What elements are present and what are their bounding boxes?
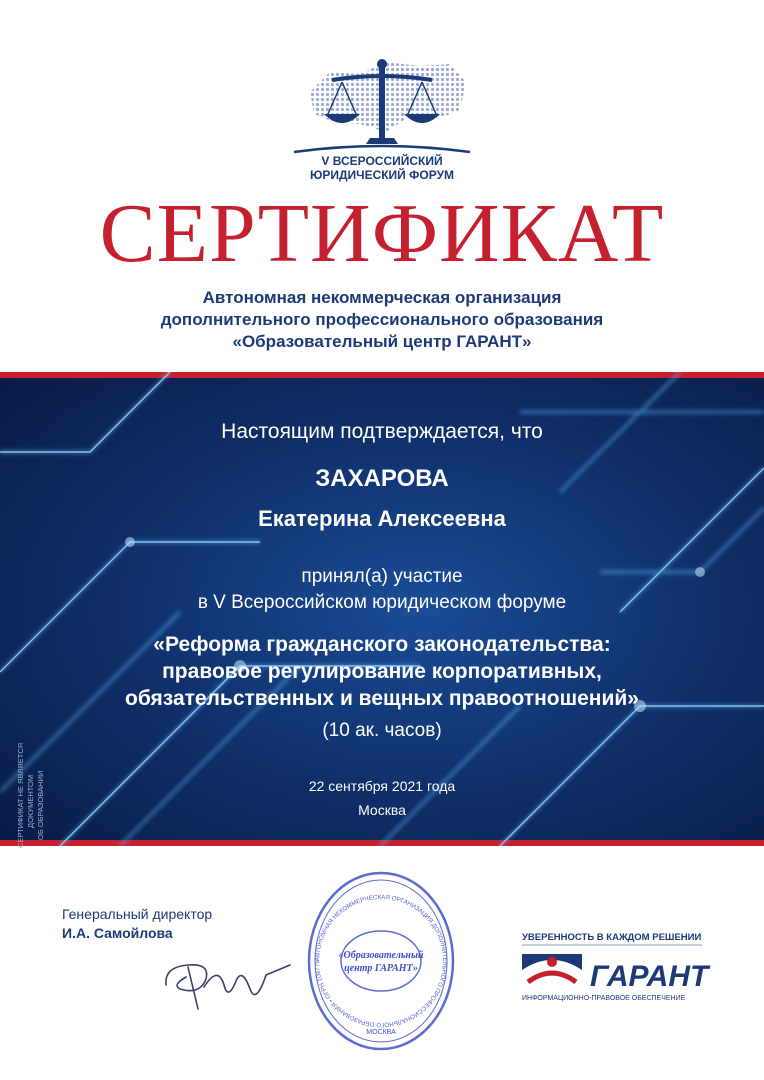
- organization-line3: «Образовательный центр ГАРАНТ»: [232, 332, 532, 351]
- city-text: Москва: [358, 802, 406, 818]
- stamp-inner-line1: «Образовательный: [338, 950, 424, 961]
- organization-stamp: [306, 868, 456, 1054]
- topic-line2: правовое регулирование корпоративных,: [162, 660, 602, 683]
- garant-subtitle: ИНФОРМАЦИОННО-ПРАВОВОЕ ОБЕСПЕЧЕНИЕ: [522, 995, 686, 1002]
- topic-line3: обязательственных и вещных правоотношений»: [125, 687, 639, 710]
- recipient-given-names: Екатерина Алексеевна: [258, 506, 506, 531]
- hours-text: (10 ак. часов): [322, 720, 442, 741]
- side-note: [14, 700, 54, 850]
- topic-line1: «Реформа гражданского законодательства:: [153, 633, 611, 656]
- garant-emblem-icon: [522, 954, 582, 988]
- stamp-city: МОСКВА: [366, 1029, 396, 1036]
- garant-logo: [512, 930, 712, 1010]
- signatory-role: Генеральный директор: [62, 906, 213, 922]
- signature: [158, 945, 298, 1015]
- stamp-outer-text: АВТОНОМНАЯ НЕКОММЕРЧЕСКАЯ ОРГАНИЗАЦИЯ ДОПОЛНИТЕЛЬНОГО ПРОФЕССИОНАЛЬНОГО ОБРАЗОВАНИЯ • ОГРН 109779: [313, 893, 449, 1029]
- organization-line2: дополнительного профессионального образования: [160, 310, 604, 329]
- forum-name-line1: V ВСЕРОССИЙСКИЙ: [321, 154, 443, 168]
- date-text: 22 сентября 2021 года: [308, 778, 456, 794]
- participation-line1: принял(а) участие: [301, 566, 463, 587]
- recipient-surname: ЗАХАРОВА: [315, 465, 449, 492]
- forum-name-line2: ЮРИДИЧЕСКИЙ ФОРУМ: [309, 168, 455, 182]
- organization-line1: Автономная некоммерческая организация: [202, 288, 562, 307]
- certificate-title: СЕРТИФИКАТ: [99, 187, 665, 280]
- garant-slogan: УВЕРЕННОСТЬ В КАЖДОМ РЕШЕНИИ: [522, 932, 702, 943]
- garant-brand: ГАРАНТ: [590, 960, 709, 993]
- side-note-line1: СЕРТИФИКАТ НЕ ЯВЛЯЕТСЯ: [16, 742, 25, 848]
- stamp-inner-line2: центр ГАРАНТ»: [344, 963, 418, 974]
- participation-line2: в V Всероссийском юридическом форуме: [197, 592, 567, 613]
- intro-text: Настоящим подтверждается, что: [221, 420, 543, 443]
- side-note-line3: ОБ ОБРАЗОВАНИИ: [36, 770, 45, 840]
- signatory-name: И.А. Самойлова: [62, 925, 173, 941]
- side-note-line2: ДОКУМЕНТОМ: [26, 774, 35, 828]
